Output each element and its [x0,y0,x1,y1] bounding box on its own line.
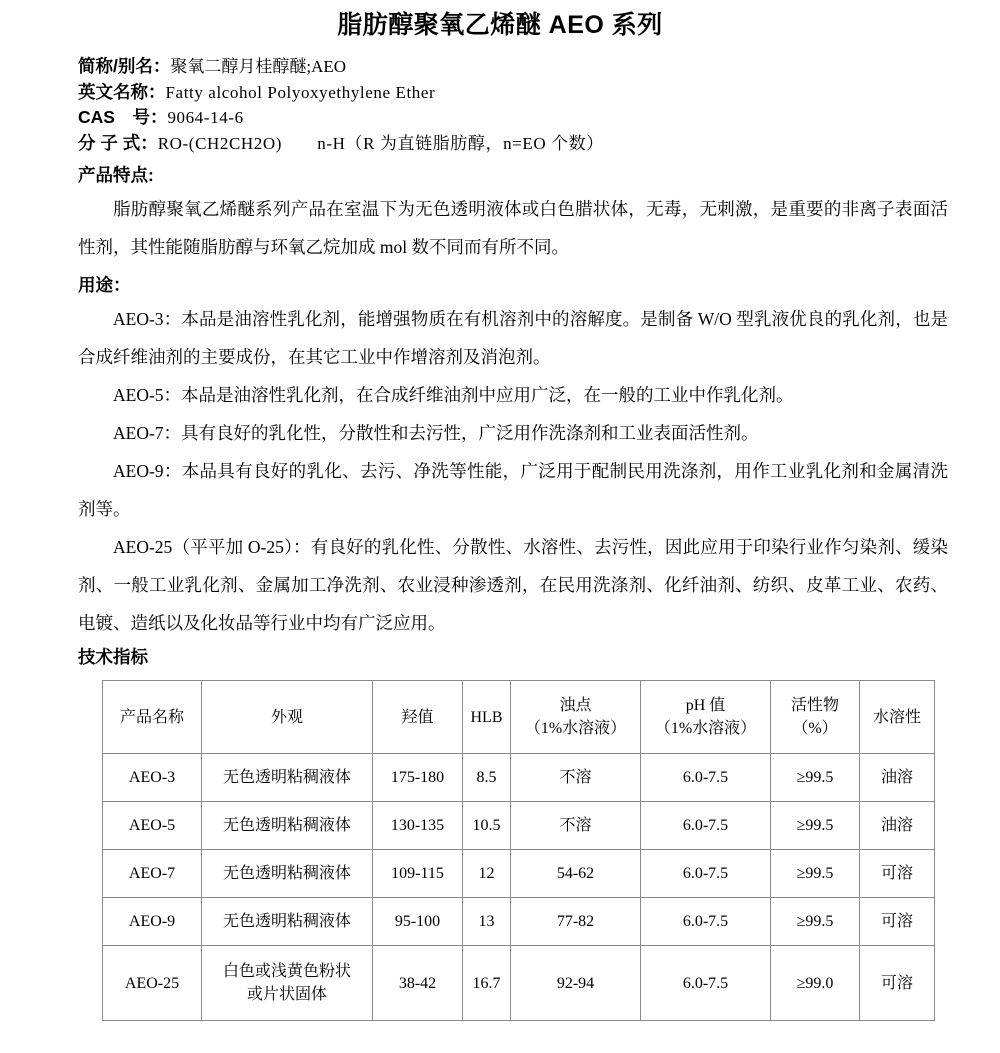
cell-appearance [202,850,373,898]
cell-hydroxyl-value: 38-42 [373,946,463,1021]
cell-appearance [202,802,373,850]
cell-hydroxyl-value: 130-135 [373,802,463,850]
uses-paragraph-aeo5: AEO-5：本品是油溶性乳化剂，在合成纤维油剂中应用广泛，在一般的工业中作乳化剂。 [113,385,794,405]
specs-heading: 技术指标 [78,647,148,667]
uses-paragraph-aeo25: AEO-25（平平加 O-25）：有良好的乳化性、分散性、水溶性、去污性，因此应用于印染行业作匀染剂、缓染剂、一般工业乳化剂、金属加工净洗剂、农业浸种渗透剂，在民用洗涤剂、化纤油剂、纺织、皮革工业、农药、电镀、造纸以及化妆品等行业中均有广泛应用。 [78,537,948,633]
cell-active-matter: ≥99.5 [771,754,860,802]
cell-cloud-point: 不溶 [511,802,641,850]
header-main-hlb: HLB [470,708,503,726]
uses-paragraph-aeo7: AEO-7：具有良好的乳化性，分散性和去污性，广泛用作洗涤剂和工业表面活性剂。 [113,423,759,443]
uses-heading: 用途： [78,275,131,295]
features-heading: 产品特点: [78,165,154,185]
uses-paragraph-aeo3: AEO-3：本品是油溶性乳化剂，能增强物质在有机溶剂中的溶解度。是制备 W/O 型乳液优良的乳化剂，也是合成纤维油剂的主要成份，在其它工业中作增溶剂及消泡剂。 [78,309,948,367]
cell-product-name: AEO-25 [103,946,202,1021]
cell-ph: 6.0-7.5 [641,898,771,946]
header-cell-appearance [202,681,373,754]
info-value-formula: RO-(CH2CH2O) n-H（R 为直链脂肪醇，n=EO 个数） [157,133,604,153]
header-cell-cloud-point [511,681,641,754]
cell-product-name: AEO-7 [103,850,202,898]
uses-paragraph-aeo9: AEO-9：本品具有良好的乳化、去污、净洗等性能，广泛用于配制民用洗涤剂，用作工业乳化剂和金属清洗剂等。 [78,461,948,519]
cell-appearance-line-2: 或片状固体 [246,986,327,1003]
cell-ph: 6.0-7.5 [641,802,771,850]
cell-appearance-line: 白色或浅黄色粉状 [222,963,351,980]
header-cell-hydroxyl-value [373,681,463,754]
header-main-hydroxyl-value: 羟值 [401,708,434,726]
header-main-appearance: 外观 [270,708,303,726]
table-row [103,850,935,898]
cell-active-matter: ≥99.5 [771,850,860,898]
cell-hlb: 13 [463,898,511,946]
cell-cloud-point: 不溶 [511,754,641,802]
cell-water-solubility: 油溶 [860,754,935,802]
cell-product-name: AEO-5 [103,802,202,850]
cell-appearance [202,898,373,946]
spec-table-body [103,754,935,1021]
cell-ph: 6.0-7.5 [641,946,771,1021]
cell-water-solubility: 油溶 [860,802,935,850]
info-value-english-name: Fatty alcohol Polyoxyethylene Ether [165,82,436,102]
header-sub-ph: （1%水溶液） [654,720,757,737]
cell-appearance [202,946,373,1021]
cell-appearance-line: 无色透明粘稠液体 [222,769,351,786]
table-row [103,754,935,802]
cell-appearance-line: 无色透明粘稠液体 [222,865,351,882]
cell-hydroxyl-value: 175-180 [373,754,463,802]
cell-appearance [202,754,373,802]
cell-cloud-point: 54-62 [511,850,641,898]
header-cell-ph [641,681,771,754]
header-cell-product-name [103,681,202,754]
page-title: 脂肪醇聚氧乙烯醚 AEO 系列 [337,11,663,39]
table-header-row [103,681,935,754]
info-value-cas: 9064-14-6 [167,108,244,127]
cell-water-solubility: 可溶 [860,898,935,946]
spec-table [102,680,935,1021]
header-sub-cloud-point: （1%水溶液） [524,720,627,737]
header-cell-water-solubility [860,681,935,754]
spec-table-wrapper [0,672,1000,1021]
table-row [103,946,935,1021]
header-cell-active-matter [771,681,860,754]
cell-ph: 6.0-7.5 [641,850,771,898]
cell-hlb: 10.5 [463,802,511,850]
cell-active-matter: ≥99.5 [771,898,860,946]
cell-ph: 6.0-7.5 [641,754,771,802]
header-main-product-name: 产品名称 [119,708,184,726]
header-main-cloud-point: 浊点 [559,697,592,714]
product-info-block [0,44,1000,156]
info-label-english-name: 英文名称： [78,81,166,102]
spec-table-head [103,681,935,754]
cell-active-matter: ≥99.5 [771,802,860,850]
header-main-water-solubility: 水溶性 [872,708,921,726]
table-row [103,898,935,946]
cell-product-name: AEO-3 [103,754,202,802]
info-label-cas: CAS 号： [78,107,168,127]
cell-hlb: 8.5 [463,754,511,802]
features-paragraph: 脂肪醇聚氧乙烯醚系列产品在室温下为无色透明液体或白色腊状体，无毒，无刺激，是重要的非离子表面活性剂，其性能随脂肪醇与环氧乙烷加成 mol 数不同而有所不同。 [78,199,948,257]
header-sub-active-matter: （%） [792,720,838,737]
cell-cloud-point: 77-82 [511,898,641,946]
info-line-english-name [78,80,1000,106]
cell-appearance-line: 无色透明粘稠液体 [222,817,351,834]
cell-cloud-point: 92-94 [511,946,641,1021]
table-row [103,802,935,850]
cell-appearance-line: 无色透明粘稠液体 [222,913,351,930]
info-line-alias [78,54,1000,80]
info-value-alias: 聚氧二醇月桂醇醚;AEO [170,57,347,76]
cell-water-solubility: 可溶 [860,850,935,898]
header-main-ph: pH 值 [685,697,726,714]
cell-active-matter: ≥99.0 [771,946,860,1021]
cell-hydroxyl-value: 95-100 [373,898,463,946]
info-line-formula [78,131,1000,157]
info-label-formula: 分 子 式： [78,132,158,153]
info-label-alias: 简称/别名： [78,56,171,76]
cell-product-name: AEO-9 [103,898,202,946]
cell-water-solubility: 可溶 [860,946,935,1021]
header-main-active-matter: 活性物 [790,697,839,714]
cell-hlb: 16.7 [463,946,511,1021]
cell-hydroxyl-value: 109-115 [373,850,463,898]
header-cell-hlb [463,681,511,754]
info-line-cas [78,105,1000,131]
cell-hlb: 12 [463,850,511,898]
